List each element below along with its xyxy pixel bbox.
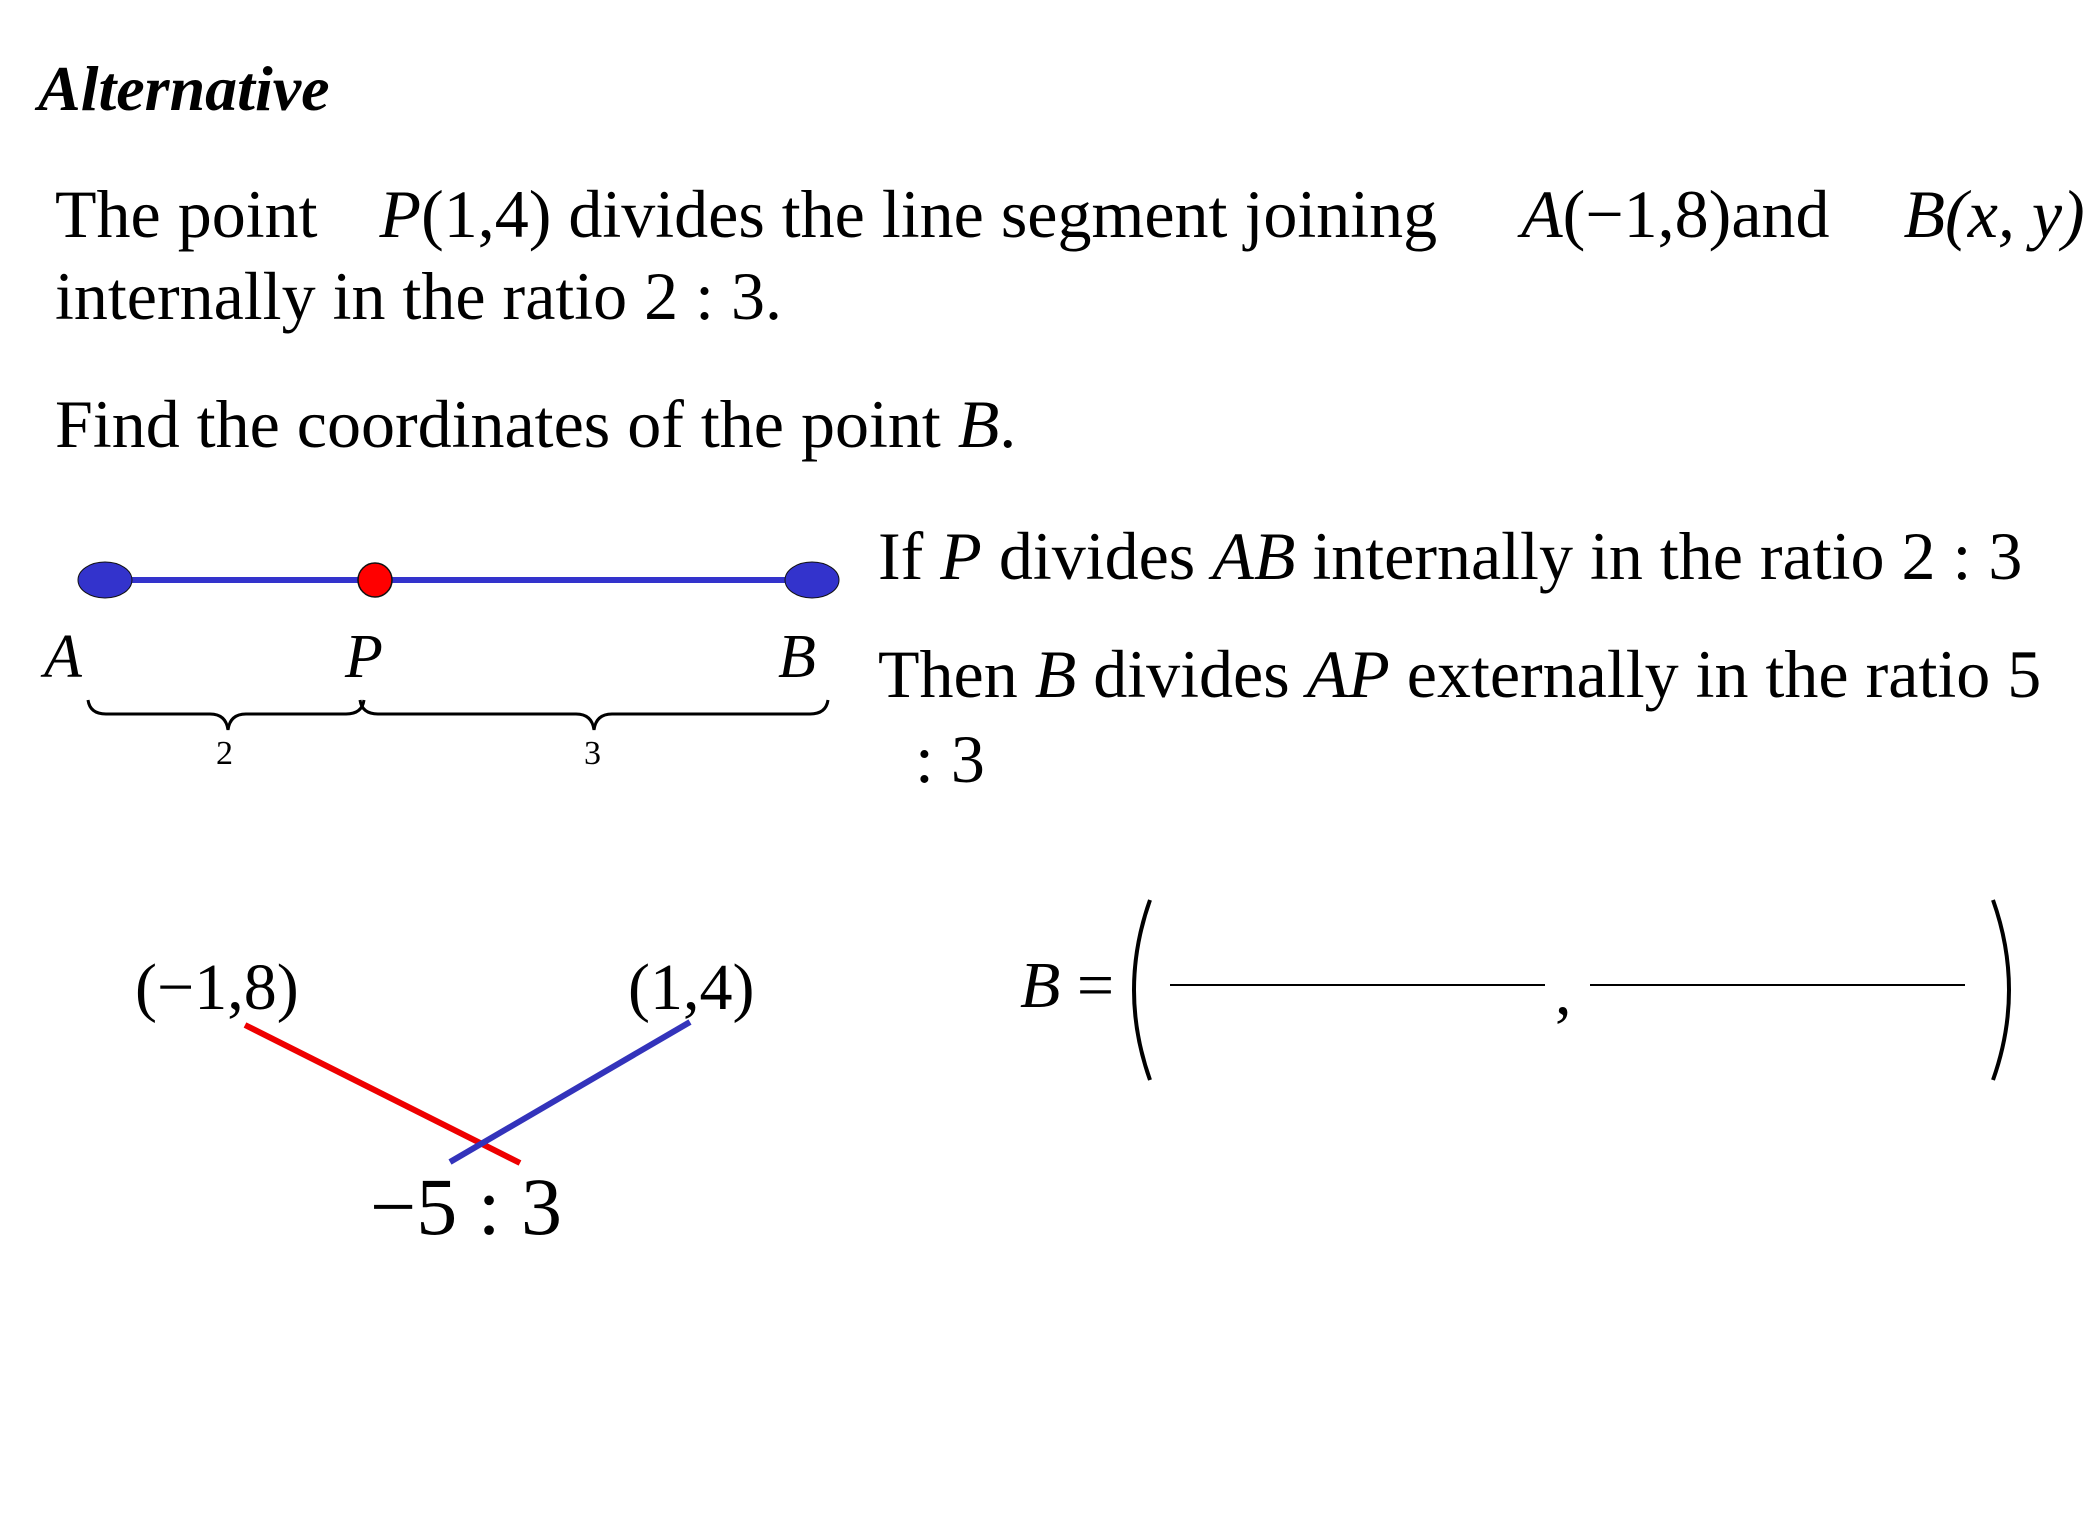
problem-prefix: The point: [55, 176, 318, 252]
answer-comma: ,: [1555, 956, 1572, 1029]
explanation-externally: externally in the ratio 5: [1406, 636, 2042, 712]
answer-open-paren: [1134, 900, 1150, 1080]
answer-close-paren: [1993, 900, 2009, 1080]
brace-ap: [88, 700, 364, 730]
endpoint-a: [78, 562, 132, 598]
point-a-coords: (−1,8): [1562, 176, 1732, 252]
explanation-ap: AP: [1306, 636, 1390, 712]
question-suffix: .: [999, 386, 1017, 462]
cross-left-coords: (−1,8): [135, 951, 299, 1024]
label-p: P: [345, 623, 383, 691]
explanation-line-1: [878, 518, 2023, 594]
explanation-b: B: [1034, 636, 1077, 712]
explanation-p: P: [940, 518, 982, 594]
answer-equation: [1020, 948, 1114, 1024]
explanation-divides: divides: [998, 518, 1196, 594]
explanation-internally: internally in the ratio 2 : 3: [1312, 518, 2023, 594]
cross-ratio: −5 : 3: [370, 1161, 563, 1252]
point-b-coords: (x, y): [1945, 176, 2085, 252]
explanation-ab: AB: [1212, 518, 1296, 594]
explanation-line-2: [878, 636, 2042, 712]
problem-mid: divides the line segment joining: [568, 176, 1438, 252]
point-a-name: A: [1521, 176, 1563, 252]
brace-value-right: 3: [584, 735, 601, 772]
explanation-divides-2: divides: [1093, 636, 1290, 712]
endpoint-b: [785, 562, 839, 598]
point-p-name: P: [379, 176, 422, 252]
point-b-name: B: [1903, 176, 1946, 252]
answer-equals: =: [1076, 949, 1115, 1022]
cross-line-right: [450, 1022, 690, 1162]
point-p-coords: (1,4): [421, 176, 552, 252]
heading: Alternative: [38, 53, 330, 124]
and-word: and: [1731, 176, 1830, 252]
brace-value-left: 2: [216, 735, 233, 772]
explanation-line-3: : 3: [915, 721, 985, 797]
point-p-marker: [358, 563, 392, 597]
brace-pb: [360, 700, 828, 730]
label-a: A: [44, 623, 82, 691]
cross-right-coords: (1,4): [628, 951, 755, 1024]
problem-line-2: internally in the ratio 2 : 3.: [55, 258, 783, 334]
answer-label: B: [1020, 949, 1061, 1022]
label-b: B: [778, 623, 816, 691]
explanation-if: If: [878, 518, 924, 594]
explanation-then: Then: [878, 636, 1018, 712]
question-prefix: Find the coordinates of the point: [55, 386, 941, 462]
question-point: B: [957, 386, 1000, 462]
